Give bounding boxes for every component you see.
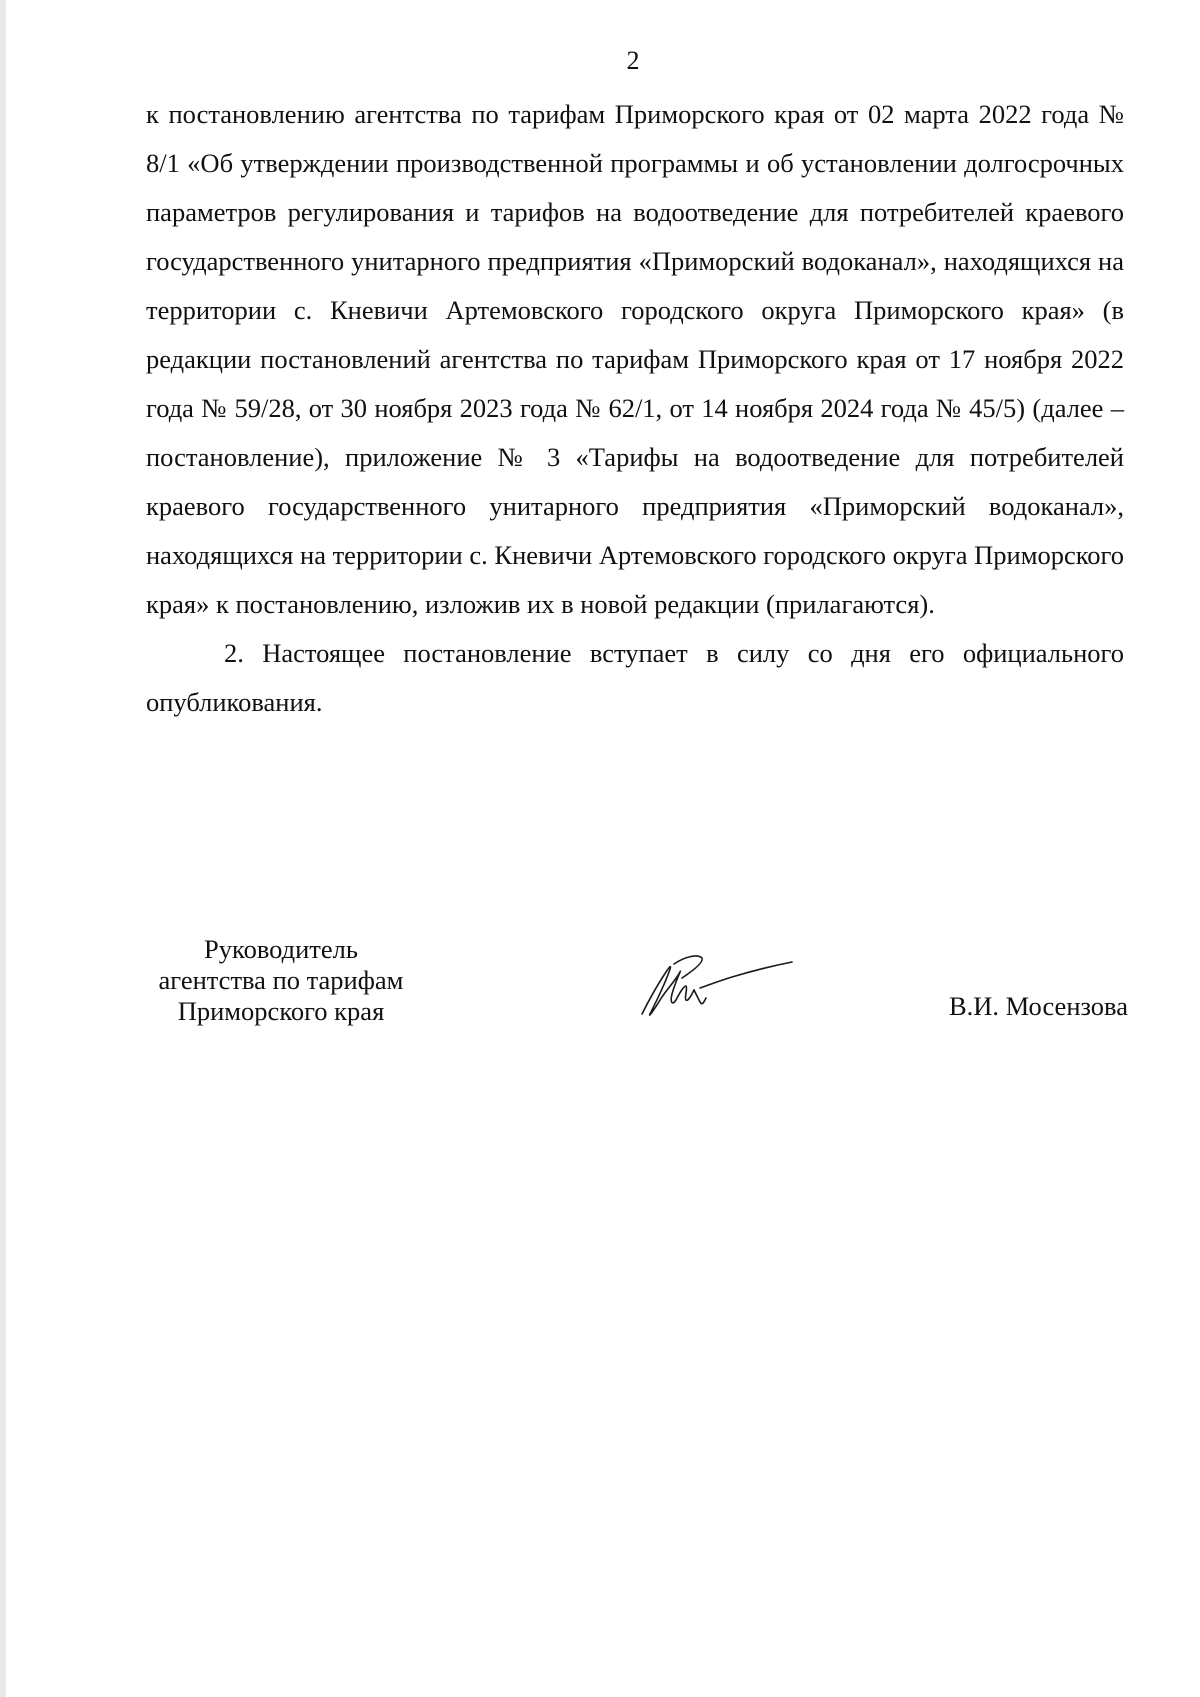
body-paragraph-effective-date: 2. Настоящее постановление вступает в силу со дня его официального опубликования.	[146, 638, 1124, 717]
signer-position-line: Приморского края	[177, 996, 385, 1026]
scan-edge-shadow	[0, 0, 6, 1697]
handwritten-signature	[636, 950, 796, 1024]
signer-position-line: агентства по тарифам	[158, 965, 404, 995]
page-number: 2	[626, 46, 640, 75]
signer-position-line: Руководитель	[204, 934, 358, 964]
signer-position	[146, 934, 416, 1027]
signer-name: В.И. Мосензова	[948, 991, 1128, 1021]
signature-block	[0, 934, 1200, 1044]
document-body	[146, 90, 1124, 727]
body-paragraph: к постановлению агентства по тарифам Приморского края от 02 марта 2022 года № 8/1 «Об утверждении производственной программы и об установлении долгосрочных параметров регулирования и тарифов на водоотведение для потребителей краевого государственного унитарного предприятия «Приморский водоканал», находящихся на территории с. Кневичи Артемовского городского округа Приморского края» (в редакции постановлений агентства по тарифам Приморского края от 17 ноября 2022 года № 59/28, от 30 ноября 2023 года № 62/1, от 14 ноября 2024 года № 45/5) (далее – постановление), приложение № 3 «Тарифы на водоотведение для потребителей краевого государственного унитарного предприятия «Приморский водоканал», находящихся на территории с. Кневичи Артемовского городского округа Приморского края» к постановлению, изложив их в новой редакции (прилагаются).	[146, 99, 1124, 619]
